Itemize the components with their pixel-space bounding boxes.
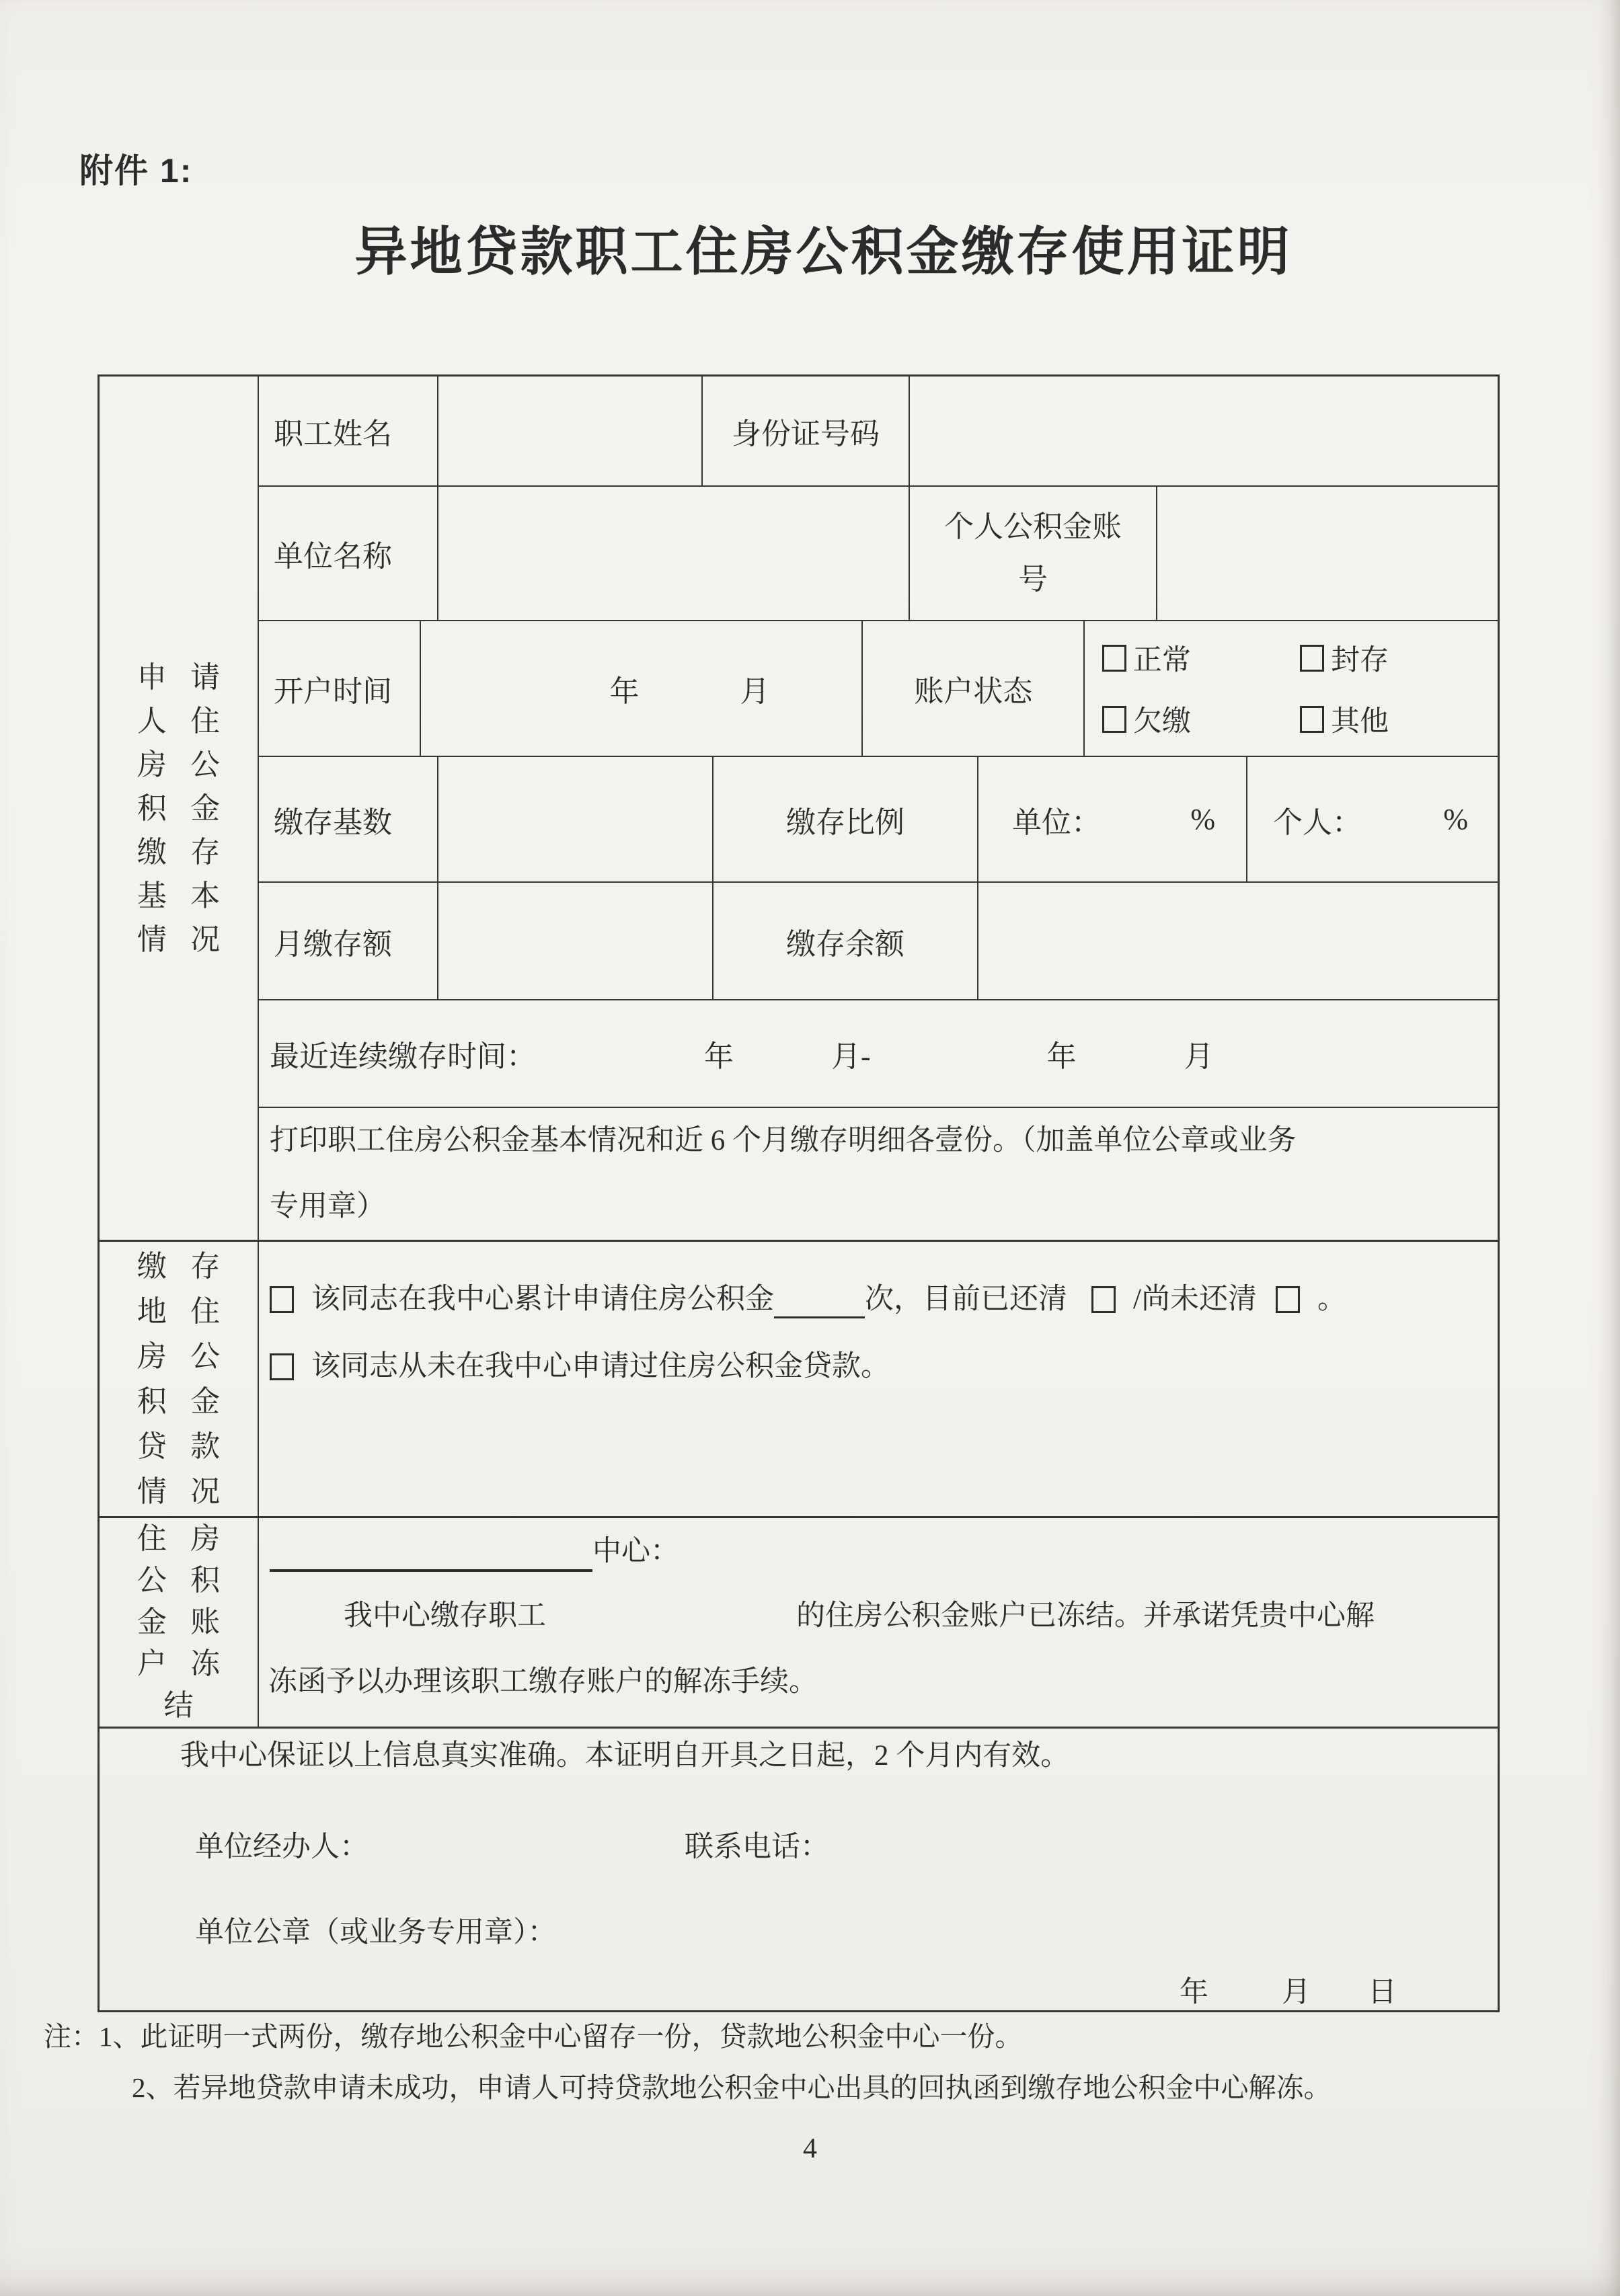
- section1-header: [100, 377, 259, 1240]
- section2-header-line: 房公: [137, 1340, 244, 1373]
- recent-period-label: 最近连续缴存时间：: [270, 1040, 536, 1074]
- unit-name-field[interactable]: [438, 487, 910, 620]
- section1-header-line: 情况: [137, 922, 244, 956]
- personal-ratio-label: 个人：: [1273, 805, 1362, 839]
- personal-percent-sign: %: [1443, 803, 1468, 836]
- open-time-label: 开户时间: [259, 621, 421, 756]
- section2-header-line: 积金: [137, 1385, 244, 1418]
- checkbox-status-arrears-icon[interactable]: [1102, 706, 1126, 733]
- id-number-label: 身份证号码: [703, 377, 910, 485]
- unit-ratio-field[interactable]: [978, 757, 1247, 881]
- personal-ratio-field[interactable]: [1247, 757, 1498, 881]
- period-year1-label: 年: [704, 1040, 734, 1074]
- monthly-deposit-label: 月缴存额: [259, 883, 438, 999]
- footnote-1: 注：1、此证明一式两份，缴存地公积金中心留存一份，贷款地公积金中心一份。: [44, 2021, 1023, 2052]
- personal-account-label: 个人公积金账号: [910, 487, 1157, 620]
- seal-label: 单位公章（或业务专用章）：: [195, 1917, 557, 1948]
- period-month1-label: 月-: [831, 1040, 871, 1074]
- row-account-open: [259, 621, 1498, 758]
- section1-header-line: 积金: [137, 791, 244, 825]
- status-line-1: [1102, 637, 1498, 678]
- section3-header-line: 住房: [137, 1522, 244, 1555]
- section3-body: [259, 1518, 1498, 1727]
- freeze-text-pre: 我中心缴存职工: [344, 1600, 546, 1632]
- recent-deposit-period-field[interactable]: [259, 1000, 1498, 1107]
- section-confirmation: [100, 1729, 1498, 2010]
- section1-header-line: 房公: [137, 748, 244, 781]
- id-number-field[interactable]: [910, 377, 1498, 485]
- section3-header-line: 结: [163, 1689, 194, 1722]
- personal-account-field[interactable]: [1157, 487, 1498, 620]
- deposit-base-label: 缴存基数: [259, 757, 438, 881]
- print-instruction-line1: 打印职工住房公积金基本情况和近 6 个月缴存明细各壹份。（加盖单位公章或业务: [270, 1125, 1297, 1156]
- section-basic-info: [100, 377, 1498, 1242]
- print-instruction: [259, 1108, 1498, 1240]
- loan-applied-text-slash: /尚未还清: [1133, 1283, 1257, 1315]
- unit-percent-sign: %: [1190, 803, 1215, 836]
- print-instruction-line2: 专用章）: [270, 1191, 385, 1222]
- center-name-field[interactable]: [270, 1540, 592, 1572]
- phone-label: 联系电话：: [685, 1831, 829, 1863]
- deposit-balance-field[interactable]: [978, 883, 1498, 999]
- attachment-label: 附件 1:: [79, 152, 193, 190]
- loan-applied-text-period: 。: [1317, 1283, 1346, 1315]
- period-month2-label: 月: [1184, 1040, 1214, 1074]
- row-print-instruction: [259, 1108, 1498, 1240]
- open-year-label: 年: [609, 675, 640, 709]
- section2-header-line: 情况: [137, 1475, 244, 1508]
- open-month-label: 月: [740, 675, 770, 709]
- section2-body: [259, 1242, 1498, 1516]
- form-table: [98, 374, 1500, 2012]
- checkbox-status-other-icon[interactable]: [1300, 706, 1324, 733]
- section2-header-line: 贷款: [137, 1430, 244, 1463]
- row-unit-name: [259, 487, 1498, 621]
- section3-header-line: 户冻: [137, 1647, 244, 1680]
- page-number: 4: [803, 2133, 817, 2164]
- section1-header-line: 缴存: [137, 835, 244, 869]
- page-title: 异地贷款职工住房公积金缴存使用证明: [354, 223, 1293, 281]
- handler-line: [100, 1824, 1498, 1865]
- freeze-text-post: 的住房公积金账户已冻结。并承诺凭贵中心解: [796, 1600, 1375, 1632]
- date-line: [100, 1969, 1498, 2010]
- checkbox-status-normal-icon[interactable]: [1102, 645, 1126, 672]
- status-option-arrears: [1102, 699, 1300, 740]
- employee-name-field[interactable]: [438, 377, 703, 485]
- never-applied-text: 该同志从未在我中心申请过住房公积金贷款。: [311, 1351, 890, 1382]
- handler-label: 单位经办人：: [195, 1831, 369, 1863]
- status-option-label: 封存: [1331, 645, 1389, 677]
- unit-ratio-label: 单位：: [1012, 805, 1101, 839]
- loan-option-never-applied: [259, 1348, 1498, 1386]
- date-month-label: 月: [1282, 1977, 1311, 2008]
- deposit-ratio-label: 缴存比例: [713, 757, 978, 881]
- date-year-label: 年: [1180, 1977, 1208, 2008]
- status-option-label: 其他: [1331, 706, 1389, 738]
- center-suffix-label: 中心：: [592, 1536, 679, 1567]
- freeze-statement-line2: 冻函予以办理该职工缴存账户的解冻手续。: [268, 1666, 818, 1698]
- row-deposit-base: [259, 757, 1498, 883]
- section4-body: [100, 1729, 1498, 2010]
- section1-header-line: 人住: [137, 704, 244, 738]
- freeze-statement-line1: [259, 1597, 1498, 1635]
- section3-header-line: 金账: [137, 1606, 244, 1638]
- section1-header-line: 申请: [137, 660, 244, 694]
- status-option-other: [1300, 699, 1498, 740]
- checkbox-loan-applied-icon[interactable]: [270, 1286, 294, 1313]
- guarantee-statement: 我中心保证以上信息真实准确。本证明自开具之日起，2 个月内有效。: [180, 1740, 1070, 1772]
- freeze-salutation: [259, 1532, 1498, 1572]
- row-recent-deposit-period: [259, 1000, 1498, 1108]
- loan-applied-text-pre: 该同志在我中心累计申请住房公积金: [311, 1283, 774, 1315]
- date-day-label: 日: [1368, 1977, 1397, 2008]
- footnotes: [44, 2018, 1577, 2106]
- period-year2-label: 年: [1046, 1040, 1077, 1074]
- deposit-balance-label: 缴存余额: [713, 883, 978, 999]
- deposit-base-field[interactable]: [438, 757, 713, 881]
- section1-body: [259, 377, 1498, 1240]
- section2-header-line: 缴存: [137, 1250, 244, 1283]
- section3-header-line: 公积: [137, 1564, 244, 1597]
- checkbox-never-applied-icon[interactable]: [270, 1353, 294, 1380]
- section2-header: [100, 1242, 259, 1516]
- status-option-label: 欠缴: [1133, 706, 1191, 738]
- section-loan-status: [100, 1242, 1498, 1518]
- status-option-sealed: [1300, 637, 1498, 678]
- loan-option-has-applied: [259, 1281, 1498, 1318]
- section-account-freeze: [100, 1518, 1498, 1729]
- section1-header-line: 基本: [137, 879, 244, 912]
- row-monthly-deposit: [259, 883, 1498, 1000]
- monthly-deposit-field[interactable]: [438, 883, 713, 999]
- loan-applied-text-mid: 次，目前已还清: [865, 1283, 1067, 1315]
- section2-header-line: 地住: [137, 1295, 244, 1328]
- checkbox-loan-unpaid-icon[interactable]: [1276, 1286, 1300, 1313]
- account-status-options: [1085, 621, 1498, 756]
- status-line-2: [1102, 699, 1498, 740]
- section3-header: [100, 1518, 259, 1727]
- checkbox-loan-repaid-icon[interactable]: [1091, 1286, 1116, 1313]
- status-option-normal: [1102, 637, 1300, 678]
- loan-times-field[interactable]: [774, 1292, 865, 1318]
- account-status-label: 账户状态: [863, 621, 1085, 756]
- open-time-field[interactable]: [421, 621, 863, 756]
- row-employee-name: [259, 377, 1498, 487]
- employee-name-label: 职工姓名: [259, 377, 438, 485]
- unit-name-label: 单位名称: [259, 487, 438, 620]
- status-option-label: 正常: [1133, 645, 1191, 677]
- footnote-2: 2、若异地贷款申请未成功，申请人可持贷款地公积金中心出具的回执函到缴存地公积金中心解冻。: [132, 2072, 1332, 2103]
- checkbox-status-sealed-icon[interactable]: [1300, 645, 1324, 672]
